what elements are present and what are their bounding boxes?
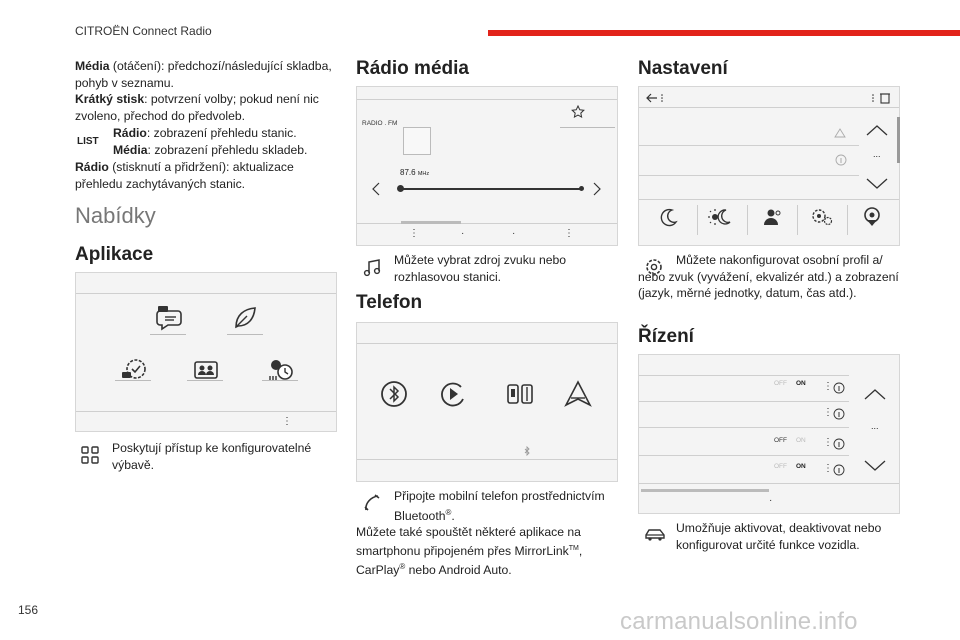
heading-telefon: Telefon	[356, 292, 423, 313]
bluetooth-status-icon	[523, 446, 531, 458]
short-press-text: : potvrzení volby; pokud není nic zvoleno, přechod do předvoleb.	[75, 92, 319, 123]
radio-dot2-icon[interactable]: ·	[512, 228, 516, 239]
list-radio-label: Rádio	[113, 126, 147, 140]
more-options-icon[interactable]: ⋮	[282, 416, 292, 427]
scroll-dots: ...	[871, 421, 879, 431]
back-arrow-icon[interactable]	[645, 91, 665, 109]
row3-options-icon[interactable]: ⋮	[823, 437, 833, 448]
scroll-down-icon[interactable]	[865, 177, 889, 196]
list-media-text: : zobrazení přehledu skladeb.	[147, 142, 308, 157]
heading-rizeni: Řízení	[638, 326, 694, 347]
previous-station-icon[interactable]	[371, 181, 381, 202]
toggle-row-3[interactable]	[774, 437, 806, 444]
settings-gear-icon[interactable]	[811, 207, 833, 232]
leaf-icon[interactable]	[232, 305, 258, 331]
list-media-label: Média	[113, 142, 148, 157]
mirror-screen-icon[interactable]	[505, 379, 535, 414]
section-title-nabidky: Nabídky	[75, 203, 156, 228]
media-label: Média	[75, 59, 110, 73]
frequency-display	[400, 168, 429, 177]
toggle-off-label: OFF	[774, 380, 787, 387]
media-text: (otáčení): předchozí/následující skladba, pohyb v seznamu.	[75, 59, 332, 90]
radio-options-icon[interactable]: ⋮	[564, 228, 574, 239]
header-title: CITROËN Connect Radio	[75, 24, 212, 38]
aplikace-screen	[75, 272, 337, 432]
scroll-up-icon[interactable]	[865, 123, 889, 142]
page-number: 156	[18, 603, 39, 617]
toggle-on-label: ON	[796, 380, 806, 387]
scroll-dots: ...	[873, 149, 881, 159]
row4-options-icon[interactable]: ⋮	[823, 463, 833, 474]
rizeni-screen	[638, 354, 900, 514]
telefon-caption-a: Připojte mobilní telefon prostřednictvím Bluetooth	[394, 489, 605, 523]
scrollbar[interactable]	[897, 117, 900, 163]
radio-hold-text: (stisknutí a přidržení): aktualizace přehledu zachytávaných stanic.	[75, 160, 294, 191]
heading-radio-media: Rádio média	[356, 58, 469, 79]
profile-icon[interactable]	[762, 207, 782, 232]
toggle-off-label: OFF	[774, 437, 787, 444]
nastaveni-screen	[638, 86, 900, 246]
telefon-caption-b1-sup: TM	[568, 544, 579, 552]
android-auto-icon[interactable]	[563, 379, 593, 414]
scroll-down-icon[interactable]	[863, 459, 887, 478]
car-icon	[644, 527, 666, 543]
telefon-screen	[356, 322, 618, 482]
telefon-caption-b2-sup: ®	[399, 562, 406, 572]
nastaveni-caption-text: Můžete nakonfigurovat osobní profil a/ nebo zvuk (vyvážení, ekvalizér atd.) a zobrazení (jazyk, měrné jednotky, datum, čas atd.).	[638, 253, 899, 300]
toggle-row-4[interactable]	[774, 463, 806, 470]
row2-options-icon[interactable]: ⋮	[823, 407, 833, 418]
rizeni-caption: Umožňuje aktivovat, deaktivovat nebo konfigurovat určité funkce vozidla.	[676, 521, 882, 552]
list-radio-text: : zobrazení přehledu stanic.	[146, 126, 297, 140]
row4-info-icon[interactable]	[833, 463, 845, 481]
radio-media-caption: Můžete vybrat zdroj zvuku nebo rozhlasovou stanici.	[394, 253, 567, 284]
day-night-icon[interactable]	[707, 207, 733, 232]
contact-card-icon[interactable]	[193, 359, 219, 381]
nastaveni-caption	[638, 252, 900, 302]
radio-hold-label: Rádio	[75, 160, 109, 174]
band-label: RADIO . FM	[362, 120, 398, 127]
heading-aplikace: Aplikace	[75, 244, 154, 265]
next-station-icon[interactable]	[592, 181, 602, 202]
telefon-caption-a-end: .	[451, 508, 455, 523]
frequency-value: 87.6	[400, 168, 416, 177]
row1-options-icon[interactable]: ⋮	[823, 381, 833, 392]
info-icon	[835, 153, 847, 171]
play-icon[interactable]	[439, 379, 467, 414]
sms-chat-icon[interactable]	[156, 305, 184, 331]
warning-icon	[834, 125, 846, 143]
short-press-label: Krátký stisk	[75, 92, 145, 106]
page-progress-bar	[641, 489, 769, 492]
radio-screen	[356, 86, 618, 246]
aplikace-caption: Poskytují přístup ke konfigurovatelné výbavě.	[112, 441, 312, 472]
station-artwork	[403, 127, 431, 155]
radio-menu-icon[interactable]: ⋮	[409, 228, 419, 239]
toggle-off-label: OFF	[774, 463, 787, 470]
bluetooth-icon[interactable]	[379, 379, 409, 414]
telefon-caption-b2: , CarPlay	[356, 543, 583, 578]
location-settings-icon[interactable]	[861, 207, 883, 232]
list-badge: LIST	[77, 136, 99, 147]
list-description	[75, 125, 340, 158]
scroll-up-icon[interactable]	[863, 387, 887, 406]
toggle-row-1[interactable]	[774, 380, 806, 387]
row3-info-icon[interactable]	[833, 437, 845, 455]
night-mode-icon[interactable]	[659, 207, 679, 232]
delete-icon[interactable]	[871, 91, 893, 109]
row1-info-icon[interactable]	[833, 381, 845, 399]
watermark: carmanualsonline.info	[620, 608, 858, 635]
header-accent-bar	[488, 30, 960, 36]
telefon-caption-b1: Můžete také spouštět některé aplikace na smartphonu připojeném přes MirrorLink	[356, 525, 581, 558]
row2-info-icon[interactable]	[833, 407, 845, 425]
page-dot-icon[interactable]: ·	[769, 495, 773, 506]
tuning-slider-handle[interactable]	[397, 185, 404, 192]
music-note-icon	[362, 258, 382, 278]
media-controls-text	[75, 58, 340, 192]
grid-icon	[80, 445, 100, 465]
toggle-on-label: ON	[796, 463, 806, 470]
frequency-unit: MHz	[417, 171, 430, 177]
tuning-slider[interactable]	[401, 188, 581, 190]
heading-nastaveni: Nastavení	[638, 58, 728, 79]
telefon-caption-a-sup: ®	[445, 507, 452, 517]
toggle-on-label: ON	[796, 437, 806, 444]
telefon-caption	[356, 488, 618, 579]
radio-dot-icon[interactable]: ·	[461, 228, 465, 239]
telefon-caption-b3: nebo Android Auto.	[405, 563, 512, 578]
star-favorite-icon[interactable]	[571, 105, 585, 124]
